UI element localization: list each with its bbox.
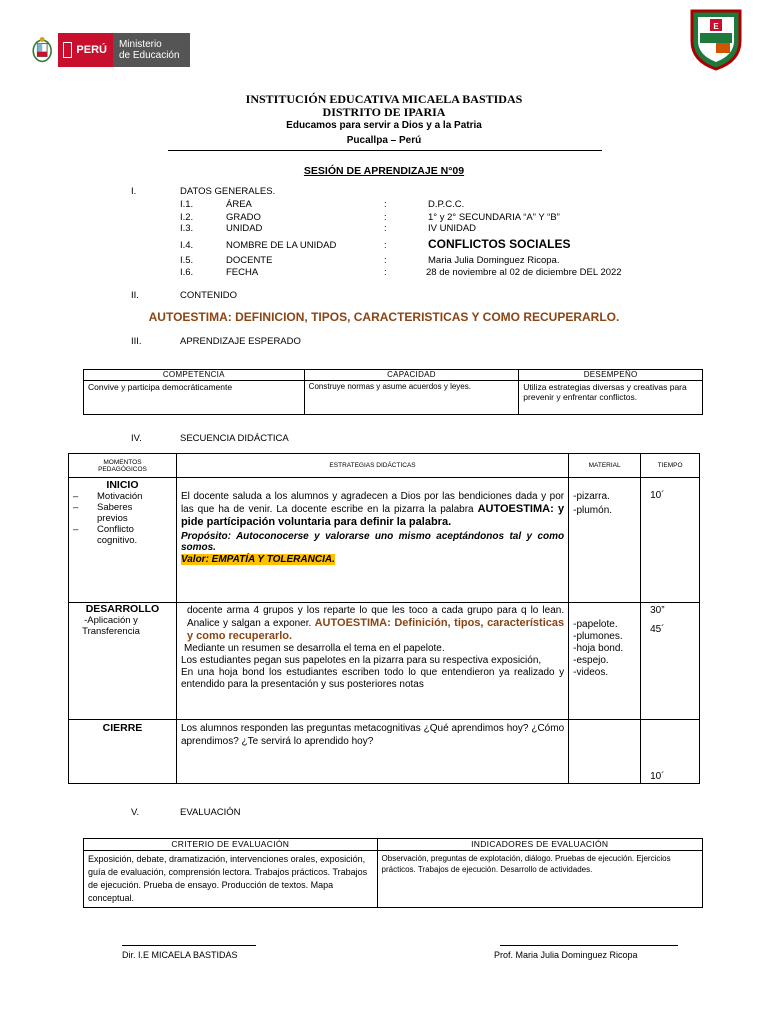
time-cell bbox=[641, 603, 700, 720]
col-material: MATERIAL bbox=[569, 454, 641, 478]
time-value: 45´ bbox=[650, 624, 665, 635]
col-momentos-line1: MOMENTOS bbox=[103, 458, 142, 466]
criterio-cell: Exposición, debate, dramatización, intervenciones orales, exposición, guía de evaluación, comprensión lectora. Trabajos prácticos. Trabajos de ejecución. Prueba de ensayo. Producción de textos. Mapa conceptual. bbox=[84, 851, 378, 908]
flag-icon bbox=[63, 42, 72, 58]
signature-line-left bbox=[122, 945, 256, 946]
section-iv-number: IV. bbox=[131, 433, 142, 444]
evaluation-table bbox=[83, 838, 703, 908]
step-item: – Motivación bbox=[73, 491, 143, 502]
time-cell: 10´ bbox=[641, 720, 700, 784]
section-i-number: I. bbox=[131, 186, 137, 197]
material-item: -espejo. bbox=[573, 655, 609, 666]
ministry-label bbox=[113, 33, 190, 67]
inicio-strategy-text: El docente saluda a los alumnos y agradecen a Dios por las bendiciones dada y por las que ha de venir. La docente escribe en la pizarra la palabra bbox=[180, 491, 565, 515]
col-capacidad: CAPACIDAD bbox=[304, 370, 519, 381]
general-row-num: I.5. bbox=[180, 255, 194, 266]
indicadores-cell: Observación, preguntas de explotación, diálogo. Pruebas de ejecución. Ejercicios prácticos. Trabajos de ejecución. Desarrollo de actividades. bbox=[377, 851, 702, 908]
table-row bbox=[84, 381, 703, 415]
desarrollo-title: DESARROLLO bbox=[85, 603, 160, 615]
general-row-value: Maria Julia Dominguez Ricopa. bbox=[428, 255, 560, 266]
col-criterio: CRITERIO DE EVALUACIÓN bbox=[84, 839, 378, 851]
capacidad-cell: Construye normas y asume acuerdos y leyes. bbox=[304, 381, 519, 415]
table-row bbox=[84, 851, 703, 908]
strategy-cell bbox=[176, 603, 568, 720]
purpose-text: Propósito: Autoconocerse y valorarse uno mismo aceptándonos tal y como somos. bbox=[180, 531, 565, 553]
title-divider bbox=[168, 150, 602, 151]
sequence-table bbox=[68, 453, 700, 784]
moment-cell bbox=[69, 720, 177, 784]
inicio-keyword: AUTOESTIMA bbox=[477, 503, 551, 515]
minedu-logo bbox=[30, 30, 190, 70]
general-row-sep: : bbox=[384, 267, 387, 278]
col-tiempo: TIEMPO bbox=[641, 454, 700, 478]
table-row-cierre bbox=[69, 720, 700, 784]
section-iii-heading: APRENDIZAJE ESPERADO bbox=[180, 336, 301, 347]
unit-name-value: CONFLICTOS SOCIALES bbox=[428, 237, 571, 251]
desarrollo-text-2: Mediante un resumen se desarrolla el tema en el papelote. bbox=[183, 643, 445, 654]
moment-cell bbox=[69, 603, 177, 720]
motto: Educamos para servir a Dios y a la Patria bbox=[286, 120, 482, 131]
general-row-value: IV UNIDAD bbox=[428, 223, 477, 234]
desarrollo-topic: AUTOESTIMA: Definición, tipos, características y como recuperarlo. bbox=[186, 617, 565, 642]
general-row-sep: : bbox=[384, 223, 387, 234]
general-row-sep: : bbox=[384, 240, 387, 251]
col-momentos-line2: PEDAGÓGICOS bbox=[98, 465, 147, 473]
step-item: – Conflicto cognitivo. bbox=[73, 524, 138, 546]
general-row-sep: : bbox=[384, 255, 387, 266]
section-iv-heading: SECUENCIA DIDÁCTICA bbox=[180, 433, 289, 444]
table-header-row bbox=[84, 370, 703, 381]
general-row-num: I.6. bbox=[180, 267, 194, 278]
general-row-num: I.4. bbox=[180, 240, 194, 251]
material-item: -papelote. bbox=[573, 619, 618, 630]
general-row-value: D.P.C.C. bbox=[428, 199, 465, 210]
material-cell bbox=[569, 478, 641, 603]
col-indicadores: INDICADORES DE EVALUACIÓN bbox=[377, 839, 702, 851]
table-row-desarrollo bbox=[69, 603, 700, 720]
cierre-title: CIERRE bbox=[102, 722, 143, 734]
section-v-number: V. bbox=[131, 807, 140, 818]
expected-learning-table bbox=[83, 369, 703, 415]
material-item: -videos. bbox=[573, 667, 609, 678]
time-value: 30” bbox=[650, 605, 665, 616]
svg-text:E: E bbox=[713, 22, 719, 31]
peru-label: PERÚ bbox=[76, 44, 107, 56]
material-item: -pizarra. bbox=[573, 491, 610, 502]
material-cell bbox=[569, 603, 641, 720]
peru-coat-of-arms-icon bbox=[30, 31, 54, 69]
section-ii-heading: CONTENIDO bbox=[180, 290, 237, 301]
table-header-row bbox=[69, 454, 700, 478]
signature-left: Dir. I.E MICAELA BASTIDAS bbox=[122, 950, 238, 960]
school-crest-icon bbox=[686, 5, 746, 71]
general-row-label: UNIDAD bbox=[226, 223, 263, 234]
section-iii-number: III. bbox=[131, 336, 142, 347]
desarrollo-text-3: Los estudiantes pegan sus papelotes en la pizarra para su respectiva exposición, bbox=[180, 655, 542, 666]
general-row-num: I.3. bbox=[180, 223, 194, 234]
content-topic: AUTOESTIMA: DEFINICION, TIPOS, CARACTERISTICAS Y COMO RECUPERARLO. bbox=[148, 310, 620, 324]
material-item: -plumón. bbox=[573, 505, 613, 516]
general-row-label: GRADO bbox=[226, 212, 261, 223]
strategy-cell: Los alumnos responden las preguntas metacognitivas ¿Qué aprendimos hoy? ¿Cómo aprendimos? ¿Te servirá lo aprendido hoy? bbox=[176, 720, 568, 784]
section-v-heading: EVALUACIÓN bbox=[180, 807, 241, 818]
signature-right: Prof. Maria Julia Dominguez Ricopa bbox=[494, 950, 638, 960]
desarrollo-text-4: En una hoja bond los estudiantes escriben todo lo que entendieron ya realizado y entendido para la presentación y sus posteriores notas bbox=[180, 667, 565, 690]
general-row-label: ÁREA bbox=[226, 199, 252, 210]
general-row-value: 1° y 2° SECUNDARIA “A” Y “B” bbox=[428, 212, 560, 223]
col-desempeno: DESEMPEÑO bbox=[519, 370, 703, 381]
table-header-row bbox=[84, 839, 703, 851]
col-estrategias: ESTRATEGIAS DIDÁCTICAS bbox=[176, 454, 568, 478]
competencia-cell: Convive y participa democráticamente bbox=[84, 381, 305, 415]
desarrollo-sub: -Aplicación y Transferencia bbox=[82, 615, 140, 637]
district-name: DISTRITO DE IPARIA bbox=[322, 105, 446, 119]
col-momentos bbox=[69, 454, 177, 478]
session-title: SESIÓN DE APRENDIZAJE N°09 bbox=[303, 165, 465, 177]
general-row-num: I.2. bbox=[180, 212, 194, 223]
general-row-label: NOMBRE DE LA UNIDAD bbox=[226, 240, 337, 251]
col-competencia: COMPETENCIA bbox=[84, 370, 305, 381]
institution-name: INSTITUCIÓN EDUCATIVA MICAELA BASTIDAS bbox=[245, 92, 523, 106]
material-item: -hoja bond. bbox=[573, 643, 624, 654]
ministry-label-1: Ministerio bbox=[118, 39, 162, 50]
value-text: Valor: EMPATÍA Y TOLERANCIA. bbox=[180, 554, 335, 565]
section-ii-number: II. bbox=[131, 290, 139, 301]
moment-cell bbox=[69, 478, 177, 603]
general-row-label: FECHA bbox=[226, 267, 259, 278]
material-cell bbox=[569, 720, 641, 784]
strategy-cell bbox=[176, 478, 568, 603]
inicio-title: INICIO bbox=[106, 479, 139, 491]
time-cell: 10´ bbox=[641, 478, 700, 603]
inicio-strategy-bold: : y pide partícipación voluntaria para definir la palabra. bbox=[180, 503, 565, 528]
material-item: -plumones. bbox=[573, 631, 623, 642]
signature-line-right bbox=[500, 945, 678, 946]
table-row-inicio bbox=[69, 478, 700, 603]
step-item: – Saberes previos bbox=[73, 502, 133, 524]
city: Pucallpa – Perú bbox=[346, 135, 422, 146]
section-i-heading: DATOS GENERALES. bbox=[180, 186, 276, 197]
desarrollo-text-1: docente arma 4 grupos y los reparte lo que les toco a cada grupo para q lo lean. Analice y salgan a exponer. AUTOESTIMA: Definición, tipos, características y como recuperarlo. bbox=[186, 605, 565, 642]
general-row-value: 28 de noviembre al 02 de diciembre DEL 2022 bbox=[426, 267, 622, 278]
desempeno-cell: Utiliza estrategias diversas y creativas para prevenir y enfrentar conflictos. bbox=[519, 381, 703, 415]
peru-badge bbox=[58, 33, 113, 67]
general-row-sep: : bbox=[384, 212, 387, 223]
ministry-label-2: de Educación bbox=[118, 50, 180, 61]
general-row-sep: : bbox=[384, 199, 387, 210]
general-row-label: DOCENTE bbox=[226, 255, 273, 266]
general-row-num: I.1. bbox=[180, 199, 194, 210]
